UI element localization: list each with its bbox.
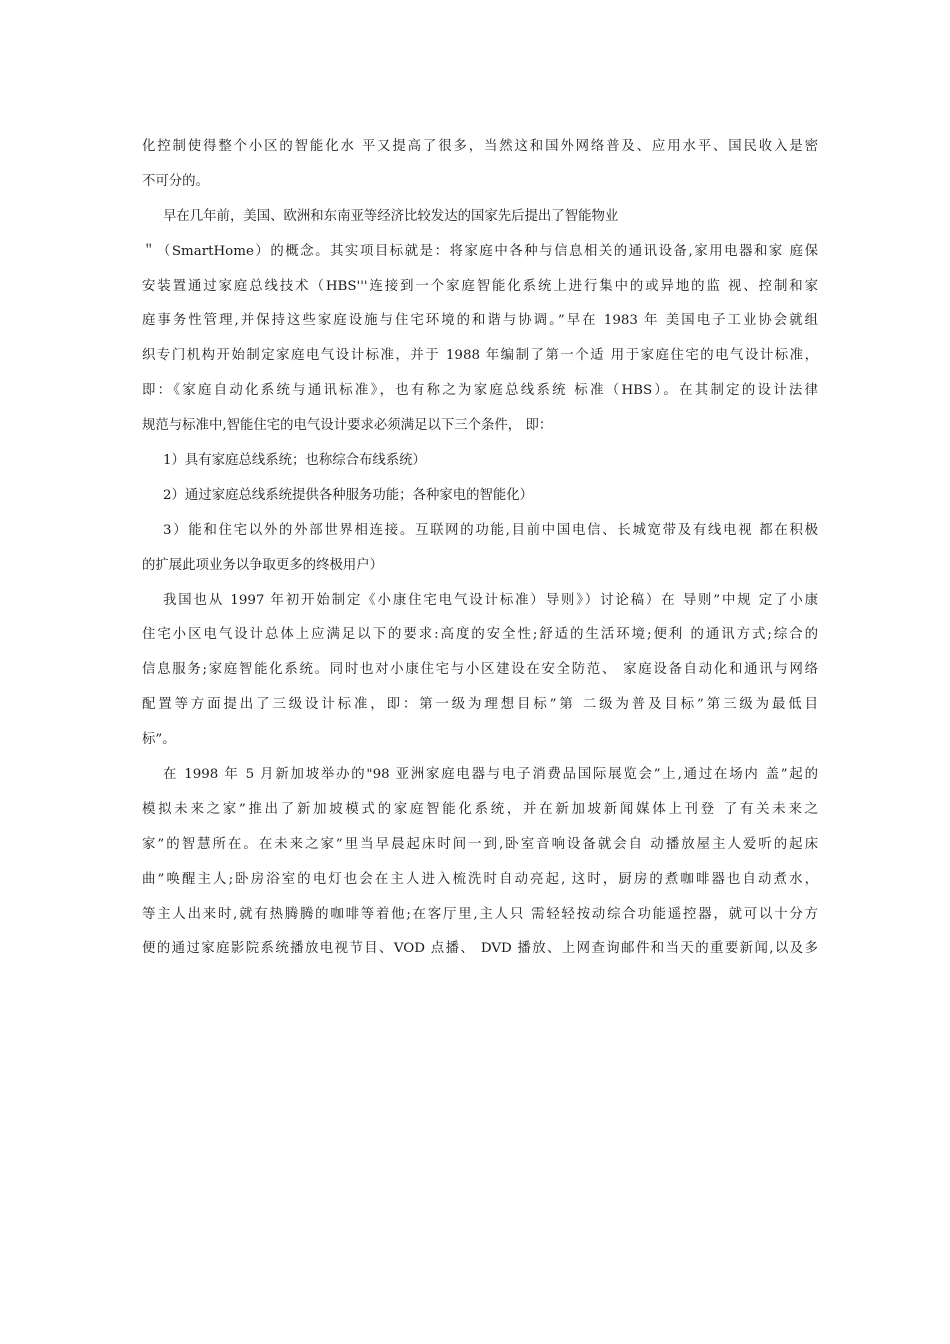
text-line: 家”的智慧所在。在未来之家”里当早晨起床时间一到,卧室音响设备就会自 动播放屋主人爱听的起床: [142, 836, 818, 852]
list-item: 1）具有家庭总线系统；也称综合布线系统）: [163, 453, 426, 469]
text-line: 的扩展此项业务以争取更多的终极用户）: [142, 557, 384, 573]
text-line: 等主人出来时,就有热腾腾的咖啡等着他;在客厅里,主人只 需轻轻按动综合功能遥控器，就可以十分方: [142, 906, 818, 922]
text-line: ＂（SmartHome）的概念。其实项目标就是：将家庭中各种与信息相关的通讯设备,家用电器和家 庭保: [142, 243, 818, 259]
text-line: 住宅小区电气设计总体上应满足以下的要求:高度的安全性;舒适的生活环境;便利 的通讯方式;综合的: [142, 627, 818, 643]
text-line: 安装置通过家庭总线技术（HBS'''连接到一个家庭智能化系统上进行集中的或异地的监 视、控制和家: [142, 278, 818, 294]
text-line: 庭事务性管理,并保持这些家庭设施与住宅环境的和谐与协调。”早在 1983 年 美国电子工业协会就组: [142, 313, 818, 329]
text-line: 便的通过家庭影院系统播放电视节目、VOD 点播、 DVD 播放、上网查询邮件和当天的重要新闻,以及多: [142, 941, 818, 957]
text-line: 不可分的。: [142, 173, 209, 189]
text-line: 信息服务;家庭智能化系统。同时也对小康住宅与小区建设在安全防范、 家庭设备自动化和通讯与网络: [142, 662, 818, 678]
text-line: 早在几年前，美国、欧洲和东南亚等经济比较发达的国家先后提出了智能物业: [163, 208, 619, 224]
text-line: 即：《家庭自动化系统与通讯标准》，也有称之为家庭总线系统 标准（HBS）。在其制定的设计法律: [142, 383, 818, 399]
text-line: 在 1998 年 5 月新加坡举办的"98 亚洲家庭电器与电子消费品国际展览会”上,通过在场内 盖”起的: [163, 767, 818, 783]
text-line: 织专门机构开始制定家庭电气设计标准，并于 1988 年编制了第一个适 用于家庭住宅的电气设计标准，: [142, 348, 818, 364]
text-line: 曲”唤醒主人;卧房浴室的电灯也会在主人进入梳洗时自动亮起, 这时，厨房的煮咖啡器也自动煮水，: [142, 871, 818, 887]
text-line: 标”。: [142, 732, 176, 748]
text-line: 化控制使得整个小区的智能化水 平又提高了很多，当然这和国外网络普及、应用水平、国民收入是密: [142, 139, 818, 154]
text-line: 规范与标准中,智能住宅的电气设计要求必须满足以下三个条件， 即：: [142, 418, 553, 434]
text-line: 配置等方面提出了三级设计标准，即：第一级为理想目标”第 二级为普及目标”第三级为最低目: [142, 697, 818, 713]
text-line: 我国也从 1997 年初开始制定《小康住宅电气设计标准）导则》）讨论稿）在 导则”中规 定了小康: [163, 592, 818, 608]
list-item: 2）通过家庭总线系统提供各种服务功能；各种家电的智能化）: [163, 487, 534, 503]
list-item: 3）能和住宅以外的外部世界相连接。互联网的功能,目前中国电信、长城宽带及有线电视 都在积极: [163, 522, 818, 538]
text-line: 模拟未来之家”推出了新加坡模式的家庭智能化系统，并在新加坡新闻媒体上刊登 了有关未来之: [142, 801, 818, 817]
document-body: [142, 130, 818, 967]
